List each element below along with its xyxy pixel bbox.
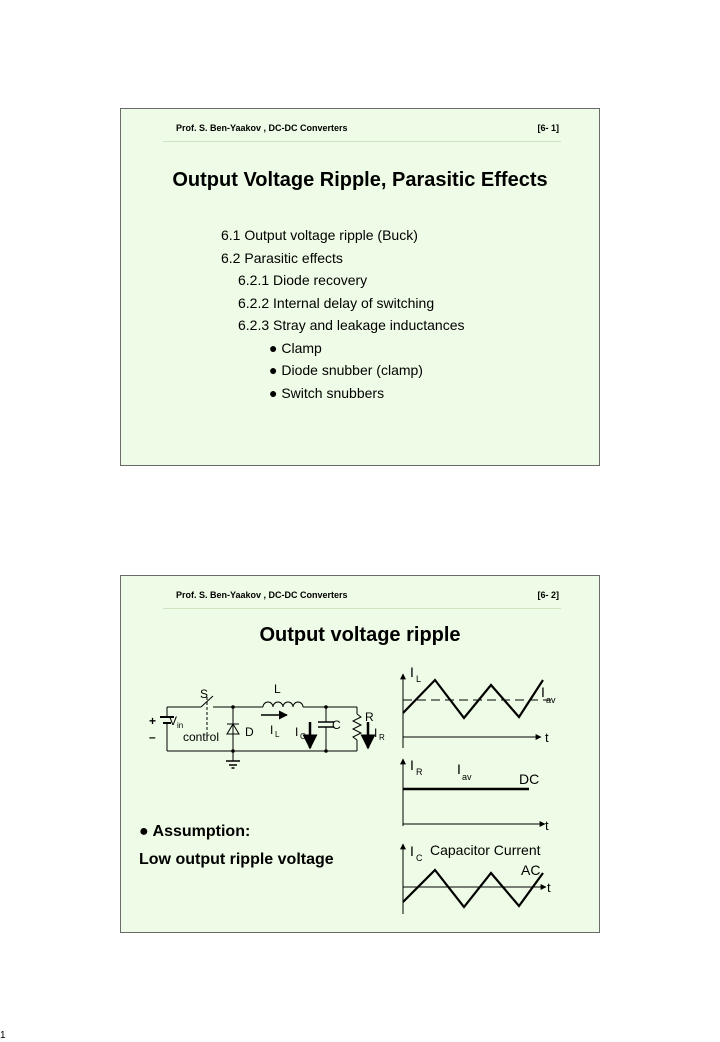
label-d: D: [245, 725, 254, 739]
slide-header: [176, 123, 559, 137]
g2-avg-sub: av: [462, 772, 472, 782]
label-s: S: [200, 687, 209, 701]
g3-ac-label: AC: [521, 862, 541, 878]
g1-t-label: t: [545, 730, 549, 745]
resistor: [353, 714, 361, 740]
circuit-labels: [149, 682, 385, 744]
toc-item: 6.1 Output voltage ripple (Buck): [221, 227, 418, 243]
table-of-contents: [221, 224, 465, 404]
label-il: I: [270, 723, 274, 737]
assumption-text: Low output ripple voltage: [139, 851, 334, 868]
label-v: V: [169, 714, 178, 728]
g3-y-sub: C: [416, 853, 423, 863]
slide-2: [120, 575, 600, 933]
label-c: C: [332, 718, 341, 732]
header-author: Prof. S. Ben-Yaakov , DC-DC Converters: [176, 590, 348, 600]
label-v-sub: in: [177, 721, 184, 730]
g2-y-label: I: [410, 757, 414, 773]
slide-number: [6- 2]: [537, 590, 559, 600]
toc-item: 6.2 Parasitic effects: [221, 249, 343, 266]
toc-item: 6.2.2 Internal delay of switching: [238, 294, 435, 311]
slide-1: [120, 108, 600, 466]
inductor-current-graph: [403, 664, 556, 748]
label-ir: I: [374, 726, 378, 740]
g3-caption: Capacitor Current: [430, 842, 541, 858]
toc-item: ● Diode snubber (clamp): [269, 362, 423, 378]
g2-y-sub: R: [416, 767, 423, 777]
header-divider: [163, 141, 561, 142]
assumption-block: [139, 818, 334, 874]
corner-mark: 1: [0, 1030, 6, 1041]
label-r: R: [365, 710, 374, 724]
label-ir-sub: R: [379, 733, 385, 742]
g2-avg-label: I: [457, 761, 461, 777]
slide-title: Output Voltage Ripple, Parasitic Effects: [172, 169, 548, 191]
slide-number: [6- 1]: [537, 123, 559, 133]
g1-y-label: I: [410, 664, 414, 680]
label-il-sub: L: [275, 730, 280, 739]
g2-t-label: t: [545, 818, 549, 833]
g1-avg-sub: av: [546, 695, 556, 705]
label-minus: –: [149, 730, 156, 744]
toc-item: ● Switch snubbers: [269, 384, 385, 401]
capacitor-current-graph: [403, 842, 551, 914]
g3-t-label: t: [547, 880, 551, 895]
inductor: [263, 702, 303, 707]
g1-avg-label: I: [541, 684, 545, 700]
label-ic-sub: C: [300, 732, 306, 741]
buck-converter-figure: [121, 576, 599, 932]
toc-item: 6.2.1 Diode recovery: [238, 272, 368, 288]
il-waveform: [403, 680, 543, 718]
label-plus: +: [149, 714, 157, 728]
g2-dc-label: DC: [519, 771, 540, 787]
label-control: control: [183, 730, 220, 744]
label-l: L: [274, 682, 281, 696]
assumption-heading: ● Assumption:: [139, 823, 251, 840]
g3-y-label: I: [410, 843, 414, 859]
header-author: Prof. S. Ben-Yaakov , DC-DC Converters: [176, 123, 348, 133]
toc-item: 6.2.3 Stray and leakage inductances: [238, 317, 465, 333]
g1-y-sub: L: [416, 674, 422, 684]
label-ic: I: [295, 725, 299, 739]
slide-title: Output voltage ripple: [259, 624, 461, 646]
load-current-graph: [403, 757, 549, 833]
toc-item: ● Clamp: [269, 339, 322, 356]
